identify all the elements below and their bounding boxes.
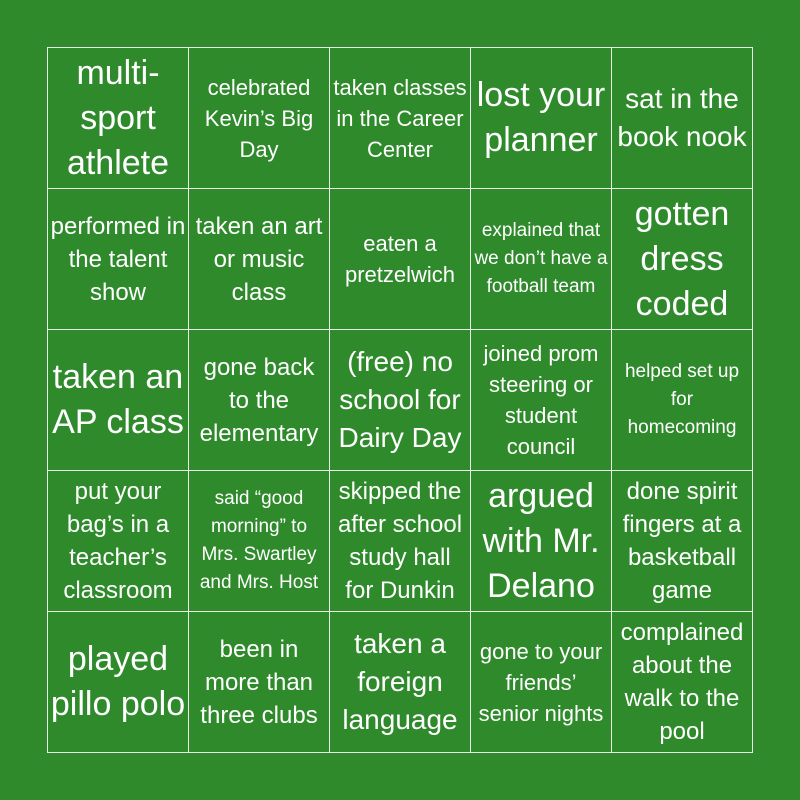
cell-text: taken an art or music class [195,212,323,306]
bingo-cell[interactable] [48,612,189,753]
bingo-cell[interactable] [48,48,189,189]
cell-text: joined prom steering or student council [483,341,599,459]
bingo-board [47,47,753,753]
bingo-cell[interactable] [471,330,612,471]
bingo-cell[interactable] [189,48,330,189]
cell-text: done spirit fingers at a basketball game [622,478,742,604]
bingo-cell[interactable] [330,612,471,753]
cell-text: sat in the book nook [617,83,747,152]
cell-text: argued with Mr. Delano [482,476,600,605]
cell-text: complained about the walk to the pool [620,619,744,745]
bingo-cell[interactable] [612,612,753,753]
cell-text: celebrated Kevin’s Big Day [204,74,314,162]
bingo-cell[interactable] [471,612,612,753]
cell-text: helped set up for homecoming [624,361,740,438]
bingo-cell[interactable] [48,330,189,471]
cell-text: said “good morning” to Mrs. Swartley and Mrs. Host [199,488,319,593]
bingo-cell[interactable] [189,471,330,612]
cell-text: taken classes in the Career Center [333,74,467,162]
cell-text: explained that we don’t have a football team [474,220,608,297]
bingo-cell[interactable] [612,189,753,330]
cell-text: played pillo polo [50,640,186,723]
bingo-cell[interactable] [471,471,612,612]
bingo-cell[interactable] [189,330,330,471]
bingo-cell[interactable] [189,189,330,330]
bingo-cell[interactable] [471,189,612,330]
bingo-cell[interactable] [189,612,330,753]
bingo-cell[interactable] [330,189,471,330]
bingo-cell[interactable] [330,48,471,189]
bingo-cell[interactable] [612,330,753,471]
cell-text: eaten a pretzelwich [344,231,456,287]
cell-text: performed in the talent show [50,212,186,306]
bingo-cell[interactable] [330,330,471,471]
cell-text: (free) no school for Dairy Day [338,346,462,453]
bingo-cell[interactable] [330,471,471,612]
bingo-cell[interactable] [48,471,189,612]
bingo-cell[interactable] [612,471,753,612]
cell-text: taken a foreign language [342,628,458,735]
cell-text: multi-sport athlete [66,53,170,182]
cell-text: been in more than three clubs [200,635,318,729]
cell-text: put your bag’s in a teacher’s classroom [63,478,173,604]
cell-text: skipped the after school study hall for Dunkin [337,478,463,604]
cell-text: lost your planner [476,76,606,159]
cell-text: gone back to the elementary [199,353,319,447]
bingo-cell[interactable] [48,189,189,330]
cell-text: taken an AP class [52,358,184,441]
bingo-cell[interactable] [471,48,612,189]
cell-text: gone to your friends’ senior nights [478,638,604,726]
bingo-cell[interactable] [612,48,753,189]
cell-text: gotten dress coded [634,194,730,323]
